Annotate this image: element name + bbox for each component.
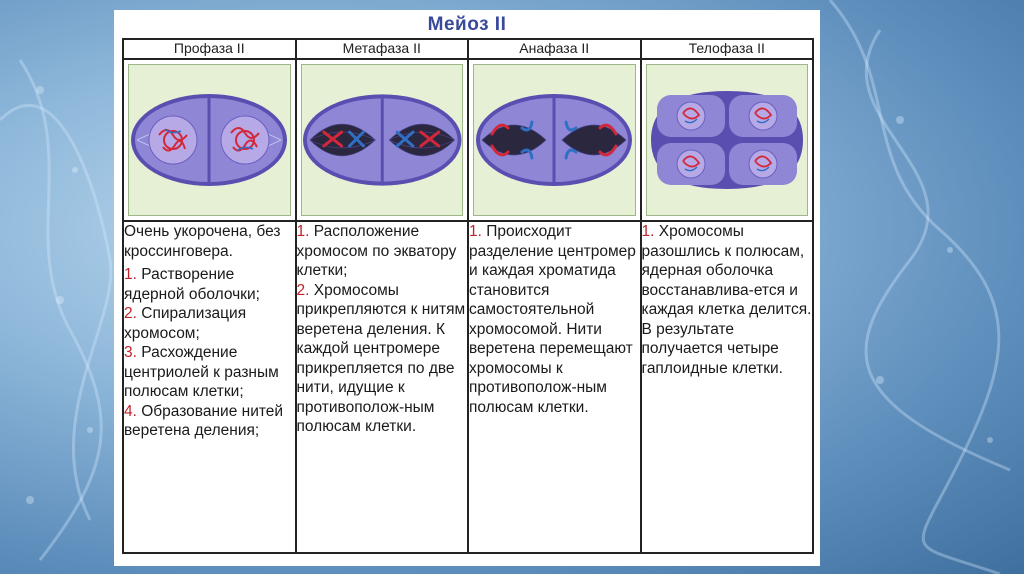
telophase-image-cell (641, 59, 814, 221)
meiosis-panel (114, 10, 820, 566)
prophase-item: 1. Растворение ядерной оболочки; (124, 266, 260, 303)
anaphase-image-cell (468, 59, 641, 221)
metaphase-item: 1. Расположение хромосом по экватору клетки; (296, 223, 457, 279)
image-row (123, 59, 813, 221)
anaphase-description (468, 221, 641, 553)
prophase-item: 4. Образование нитей веретена деления; (124, 402, 284, 439)
header-row (123, 39, 813, 59)
telophase-ii-illustration (647, 85, 807, 195)
prophase-description (123, 221, 296, 553)
metaphase-ii-illustration (302, 88, 463, 192)
telophase-item: 1. Хромосомы разошлись к полюсам, ядерная оболочка восстанавлива-ется и каждая клетка делится. В результате получается четыре гаплоидные клетки. (641, 223, 812, 377)
meiosis-table (122, 38, 814, 554)
prophase-item: 3. Расхождение центриолей к разным полюсам клетки; (124, 344, 279, 400)
telophase-description (641, 221, 814, 553)
prophase-ii-illustration (129, 85, 289, 195)
phase-header-anaphase: Анафаза II (468, 39, 641, 59)
prophase-item: 2. Спирализация хромосом; (124, 305, 247, 342)
page-title: Мейоз II (427, 14, 507, 35)
prophase-image-cell (123, 59, 296, 221)
anaphase-ii-illustration (474, 88, 634, 192)
phase-header-telophase: Телофаза II (641, 39, 814, 59)
phase-header-prophase: Профаза II (123, 39, 296, 59)
metaphase-item: 2. Хромосомы прикрепляются к нитям веретена деления. К каждой центромере прикрепляется по две нити, идущие к противополож-ным полюсам клетки. (296, 281, 466, 435)
prophase-intro: Очень укорочена, без кроссинговера. (124, 223, 281, 260)
description-row (123, 221, 813, 553)
phase-header-metaphase: Метафаза II (296, 39, 469, 59)
metaphase-image-cell (296, 59, 469, 221)
metaphase-description (296, 221, 469, 553)
anaphase-item: 1. Происходит разделение центромер и каждая хроматида становится самостоятельной хромосомой. Нити веретена перемещают хромосомы к противополож-ным полюсам клетки. (469, 223, 636, 416)
